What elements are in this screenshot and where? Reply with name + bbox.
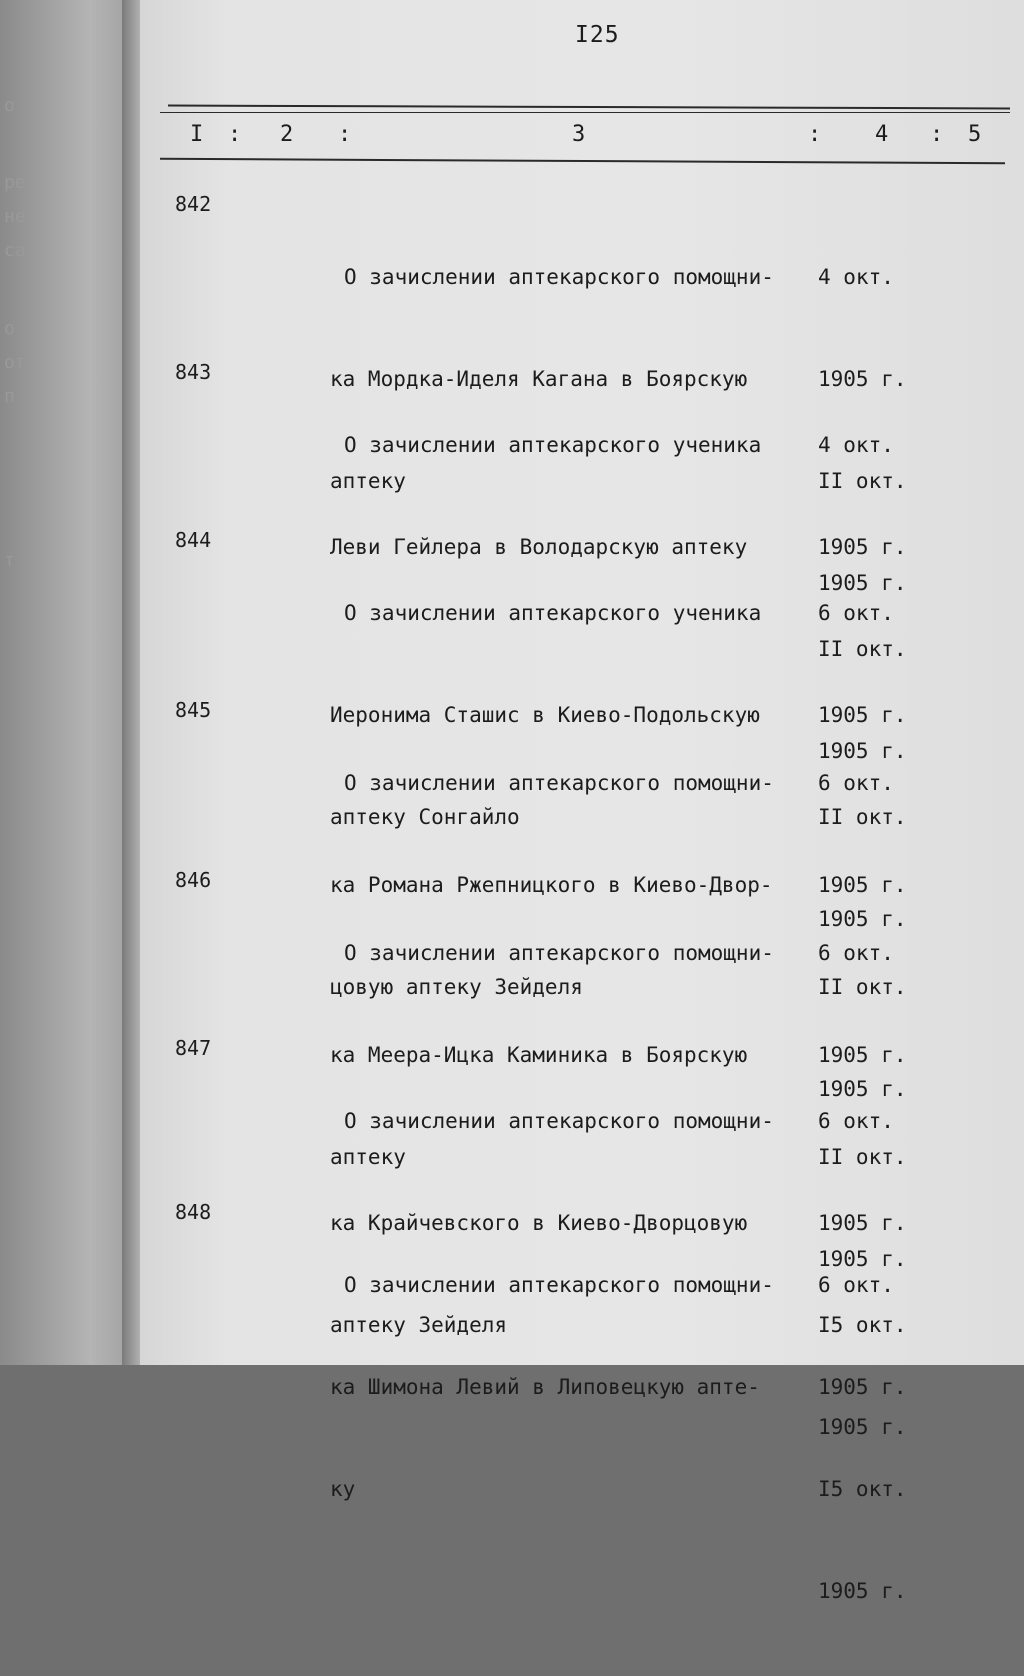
date-end-day: II окт. [818, 469, 907, 493]
column-separator: : [228, 122, 242, 147]
entry-line: цовую аптеку Зейделя [330, 975, 583, 999]
date-end-year: 1905 г. [818, 1077, 907, 1101]
column-header: 2 [280, 122, 294, 147]
entry-line: О зачислении аптекарского помощни- [344, 1273, 774, 1297]
entry-line: О зачислении аптекарского помощни- [344, 771, 774, 795]
date-end-year: 1905 г. [818, 1415, 907, 1439]
date-end-day: II окт. [818, 1145, 907, 1169]
fragment: не [4, 206, 26, 227]
date-start-day: 6 окт. [818, 771, 894, 795]
date-end-day: II окт. [818, 805, 907, 829]
fragment: са [4, 240, 26, 261]
date-start-year: 1905 г. [818, 873, 907, 897]
entry-line: О зачислении аптекарского помощни- [344, 941, 774, 965]
fragment: от [4, 352, 26, 373]
date-start-day: 4 окт. [818, 433, 894, 457]
column-header-row [0, 122, 1024, 162]
entry-line: Леви Гейлера в Володарскую аптеку [330, 535, 748, 559]
entry-line: ку [330, 1477, 356, 1501]
entry-number: 845 [175, 698, 212, 722]
entry-line: ка Крайчевского в Киево-Дворцовую [330, 1211, 748, 1235]
fragment: ре [4, 172, 26, 193]
entry-line: ка Меера-Ицка Каминика в Боярскую [330, 1043, 748, 1067]
date-end-year: 1905 г. [818, 907, 907, 931]
date-start-day: 6 окт. [818, 941, 894, 965]
entry-line: Иеронима Сташис в Киево-Подольскую [330, 703, 760, 727]
entry-description [330, 1200, 774, 1574]
column-header: 4 [875, 122, 889, 147]
entry-number: 847 [175, 1036, 212, 1060]
date-end-day: II окт. [818, 637, 907, 661]
date-start-day: 6 окт. [818, 601, 894, 625]
date-start-year: 1905 г. [818, 1043, 907, 1067]
fragment: о [4, 318, 15, 339]
register-entry [0, 1200, 1024, 1603]
entry-number: 848 [175, 1200, 212, 1224]
entry-line: ка Романа Ржепницкого в Киево-Двор- [330, 873, 773, 897]
column-separator: : [808, 122, 822, 147]
entry-line: О зачислении аптекарского ученика [344, 433, 762, 457]
entry-line: аптеку Сонгайло [330, 805, 520, 829]
entry-line: ка Мордка-Иделя Кагана в Боярскую [330, 367, 748, 391]
date-start-day: 4 окт. [818, 265, 894, 289]
entry-line: ка Шимона Левий в Липовецкую апте- [330, 1375, 760, 1399]
entry-line: аптеку Зейделя [330, 1313, 508, 1337]
date-start-year: 1905 г. [818, 1211, 907, 1235]
date-end-year: 1905 г. [818, 739, 907, 763]
date-end-year: 1905 г. [818, 1247, 907, 1271]
fragment: п [4, 386, 15, 407]
date-start-year: 1905 г. [818, 1375, 907, 1399]
page-number: I25 [575, 22, 620, 48]
date-start-year: 1905 г. [818, 367, 907, 391]
entry-line: О зачислении аптекарского помощни- [344, 1109, 774, 1133]
entry-number: 843 [175, 360, 212, 384]
date-start-year: 1905 г. [818, 703, 907, 727]
entry-line: аптеку [330, 469, 406, 493]
column-header: 5 [968, 122, 982, 147]
date-end-day: II окт. [818, 975, 907, 999]
date-start-day: 6 окт. [818, 1109, 894, 1133]
fragment: о [4, 95, 15, 116]
date-end-day: I5 окт. [818, 1313, 907, 1337]
column-header: 3 [572, 122, 586, 147]
column-separator: : [930, 122, 944, 147]
entry-number: 844 [175, 528, 212, 552]
entry-line: аптеку [330, 1145, 406, 1169]
header-rule-top-inner [160, 112, 1010, 113]
entry-number: 842 [175, 192, 212, 216]
date-start-year: 1905 г. [818, 535, 907, 559]
entry-dates [818, 1200, 907, 1676]
column-header: I [190, 122, 204, 147]
date-end-year: 1905 г. [818, 1579, 907, 1603]
entry-line: О зачислении аптекарского ученика [344, 601, 762, 625]
entry-line: О зачислении аптекарского помощни- [344, 265, 774, 289]
date-end-day: I5 окт. [818, 1477, 907, 1501]
date-end-year: 1905 г. [818, 571, 907, 595]
column-separator: : [338, 122, 352, 147]
fragment: т [4, 550, 15, 571]
date-start-day: 6 окт. [818, 1273, 894, 1297]
entry-number: 846 [175, 868, 212, 892]
